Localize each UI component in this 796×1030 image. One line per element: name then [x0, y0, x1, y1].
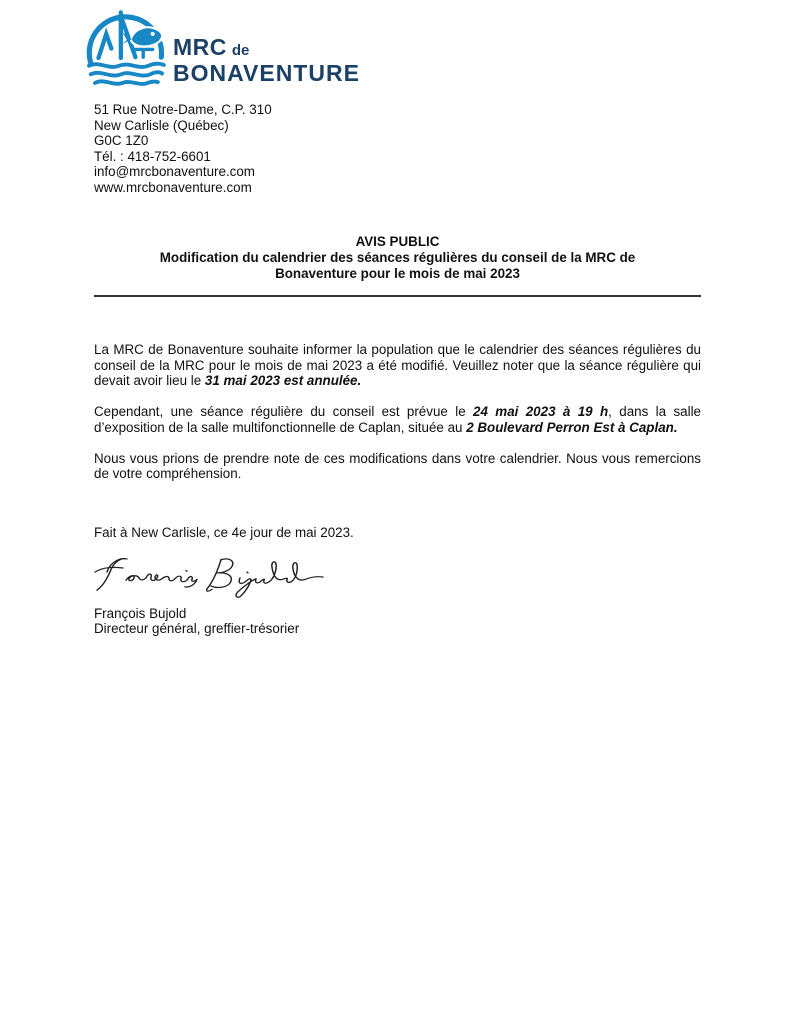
notice-subtitle-line1: Modification du calendrier des séances régulières du conseil de la MRC de	[159, 250, 636, 265]
email-line: info@mrcbonaventure.com	[94, 164, 255, 179]
signatory-name: François Bujold	[94, 605, 187, 621]
signatory-title: Directeur général, greffier-trésorier	[94, 621, 300, 637]
sailboat-fish-waves-emblem-icon	[83, 8, 169, 96]
logo-wordmark	[173, 36, 360, 84]
logo-mrc: MRC	[173, 34, 227, 60]
website-line: www.mrcbonaventure.com	[94, 179, 252, 195]
logo	[83, 8, 701, 96]
notice-title	[94, 234, 701, 282]
logo-de: de	[231, 42, 250, 59]
address-line-street: 51 Rue Notre-Dame, C.P. 310	[94, 102, 272, 117]
paragraph-2-emphasis-date: 24 mai 2023 à 19 h	[473, 404, 609, 420]
phone-line: Tél. : 418-752-6601	[94, 148, 211, 164]
paragraph-1	[94, 342, 701, 389]
closing-line: Fait à New Carlisle, ce 4e jour de mai 2023.	[94, 524, 354, 540]
notice-subtitle-line2: Bonaventure pour le mois de mai 2023	[275, 266, 520, 281]
paragraph-3: Nous vous prions de prendre note de ces modifications dans votre calendrier. Nous vous remercions de votre compréhension.	[94, 450, 701, 482]
logo-line-mrc-de	[173, 36, 360, 62]
paragraph-2-text-b: , dans la salle d’exposition de la salle multifonctionnelle de Caplan, située au	[94, 404, 701, 435]
address-line-city: New Carlisle (Québec)	[94, 117, 229, 133]
address-line-postal: G0C 1Z0	[94, 133, 149, 148]
address-block	[94, 102, 701, 195]
handwritten-signature	[94, 554, 326, 600]
paragraph-1-emphasis: 31 mai 2023 est annulée.	[204, 373, 362, 389]
letterhead	[94, 8, 701, 195]
notice-heading: AVIS PUBLIC	[355, 234, 440, 249]
horizontal-divider	[94, 295, 701, 297]
paragraph-2	[94, 404, 701, 435]
paragraph-2-text-a: Cependant, une séance régulière du conseil est prévue le	[94, 404, 474, 420]
logo-bonaventure: BONAVENTURE	[173, 60, 360, 86]
paragraph-1-text: La MRC de Bonaventure souhaite informer la population que le calendrier des séances régulières du conseil de la MRC pour le mois de mai 2023 a été modifié. Veuillez noter que la séance régulière qui devait avoir lieu le	[94, 342, 701, 389]
paragraph-2-emphasis-address: 2 Boulevard Perron Est à Caplan.	[466, 419, 678, 435]
public-notice	[94, 234, 701, 637]
